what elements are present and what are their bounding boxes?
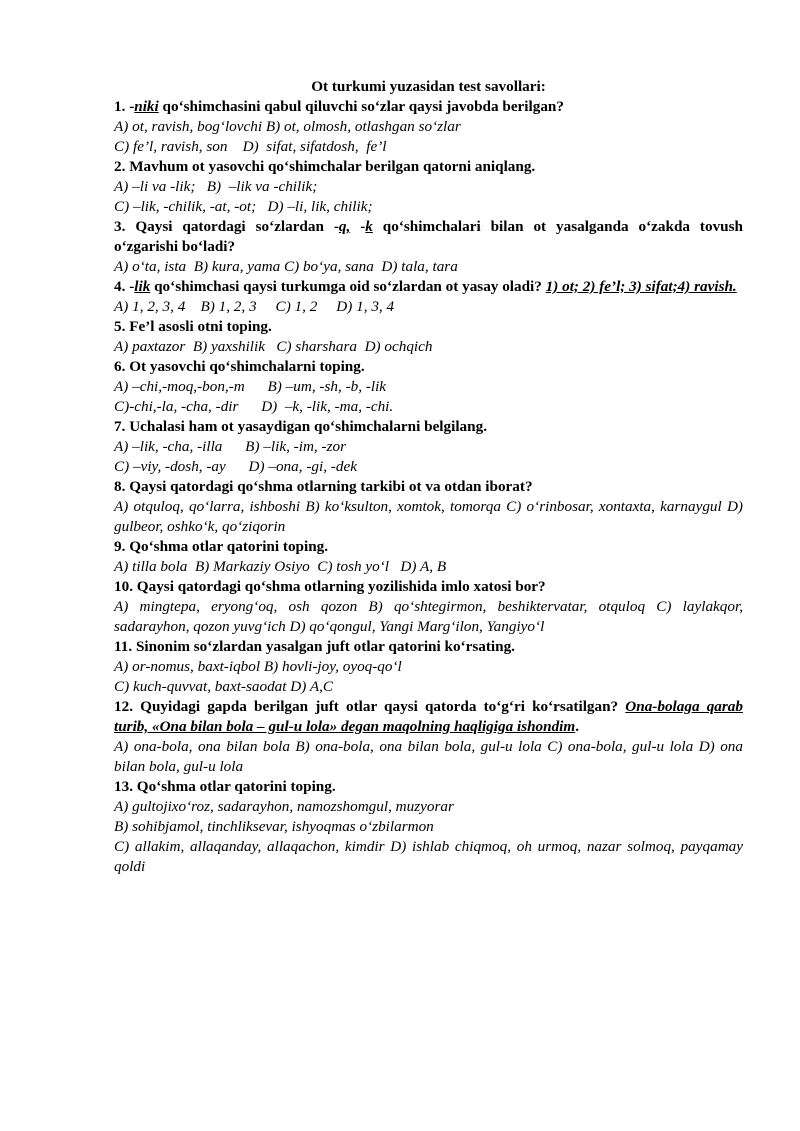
question-6: 6. Ot yasovchi qo‘shimchalarni toping. (114, 358, 365, 375)
question-5: 5. Fe’l asosli otni toping. (114, 318, 272, 335)
question-4-options: 1) ot; 2) fe’l; 3) sifat;4) ravish. (545, 278, 737, 295)
question-12-text: 12. Quyidagi gapda berilgan juft otlar qaysi qatorda to‘g‘ri ko‘rsatilgan? (114, 698, 626, 715)
question-8: 8. Qaysi qatordagi qo‘shma otlarning tarkibi ot va otdan iborat? (114, 478, 533, 495)
question-3-suffix-q: q, (338, 218, 351, 235)
answer-line: B) sohibjamol, tinchliksevar, ishyoqmas o‘zbilarmon (114, 818, 434, 835)
question-4-number: 4. - (114, 278, 135, 295)
answer-paragraph: A) ona-bola, ona bilan bola B) ona-bola, ona bilan bola, gul-u lola C) ona-bola, gul-u lola D) ona bilan bola, gul-u lola (114, 738, 743, 775)
question-9: 9. Qo‘shma otlar qatorini toping. (114, 538, 329, 555)
answer-line: C) fe’l, ravish, son D) sifat, sifatdosh, fe’l (114, 138, 387, 155)
question-12-period: . (575, 718, 580, 735)
test-document (114, 77, 743, 877)
answer-line: C) –viy, -dosh, -ay D) –ona, -gi, -dek (114, 458, 357, 475)
question-12-sentence: Ona-bolaga qarab turib, «Ona bilan bola – gul-u lola» degan maqolning haqligiga ishondim (114, 698, 743, 735)
answer-line: A) –lik, -cha, -illa B) –lik, -im, -zor (114, 438, 346, 455)
question-1-text: qo‘shimchasini qabul qiluvchi so‘zlar qaysi javobda berilgan? (158, 98, 564, 115)
question-11: 11. Sinonim so‘zlardan yasalgan juft otlar qatorini ko‘rsating. (114, 638, 515, 655)
question-7: 7. Uchalasi ham ot yasaydigan qo‘shimchalarni belgilang. (114, 418, 487, 435)
answer-paragraph: A) mingtepa, eryong‘oq, osh qozon B) qo‘shtegirmon, beshiktervatar, otquloq C) laylakqor, sadarayhon, qozon yuvg‘ich D) qo‘qongul, Yangi Marg‘ilon, Yangiyo‘l (114, 598, 743, 635)
document-title: Ot turkumi yuzasidan test savollari: (311, 78, 546, 95)
question-13: 13. Qo‘shma otlar qatorini toping. (114, 778, 336, 795)
answer-line: A) or-nomus, baxt-iqbol B) hovli-joy, oyoq-qo‘l (114, 658, 402, 675)
answer-line: C) –lik, -chilik, -at, -ot; D) –li, lik, chilik; (114, 198, 373, 215)
question-4-text: qo‘shimchasi qaysi turkumga oid so‘zlardan ot yasay oladi? (150, 278, 546, 295)
question-10: 10. Qaysi qatordagi qo‘shma otlarning yozilishida imlo xatosi bor? (114, 578, 546, 595)
question-4 (114, 277, 743, 297)
answer-line: A) –li va -lik; B) –lik va -chilik; (114, 178, 318, 195)
question-12 (114, 697, 743, 737)
answer-paragraph: C) allakim, allaqanday, allaqachon, kimdir D) ishlab chiqmoq, oh urmoq, nazar solmoq, payqamay qoldi (114, 838, 743, 875)
answer-line: C)-chi,-la, -cha, -dir D) –k, -lik, -ma, -chi. (114, 398, 394, 415)
question-1 (114, 97, 743, 117)
answer-line: A) o‘ta, ista B) kura, yama C) bo‘ya, sana D) tala, tara (114, 258, 458, 275)
question-2: 2. Mavhum ot yasovchi qo‘shimchalar berilgan qatorni aniqlang. (114, 158, 536, 175)
answer-line: A) 1, 2, 3, 4 B) 1, 2, 3 C) 1, 2 D) 1, 3, 4 (114, 298, 395, 315)
question-3 (114, 217, 743, 257)
question-3-text-start: 3. Qaysi qatordagi so‘zlardan - (114, 218, 339, 235)
answer-paragraph: A) otquloq, qo‘larra, ishboshi B) ko‘ksulton, xomtok, tomorqa C) o‘rinbosar, xontaxta, karnaygul D) gulbeor, oshko‘k, qo‘ziqorin (114, 498, 743, 535)
question-1-suffix: niki (134, 98, 159, 115)
answer-line: A) tilla bola B) Markaziy Osiyo C) tosh yo‘l D) A, B (114, 558, 447, 575)
question-3-suffix-k: k (365, 218, 373, 235)
answer-line: A) ot, ravish, bog‘lovchi B) ot, olmosh, otlashgan so‘zlar (114, 118, 461, 135)
answer-line: A) gultojixo‘roz, sadarayhon, namozshomgul, muzyorar (114, 798, 454, 815)
answer-line: A) –chi,-moq,-bon,-m B) –um, -sh, -b, -lik (114, 378, 387, 395)
question-3-text-end: qo‘shimchalari bilan ot yasalganda o‘zakda tovush o‘zgarishi bo‘ladi? (114, 218, 743, 255)
question-1-number: 1. - (114, 98, 135, 115)
answer-line: A) paxtazor B) yaxshilik C) sharshara D) ochqich (114, 338, 433, 355)
answer-line: C) kuch-quvvat, baxt-saodat D) A,C (114, 678, 334, 695)
question-3-text-mid: - (350, 218, 366, 235)
question-4-suffix: lik (134, 278, 151, 295)
